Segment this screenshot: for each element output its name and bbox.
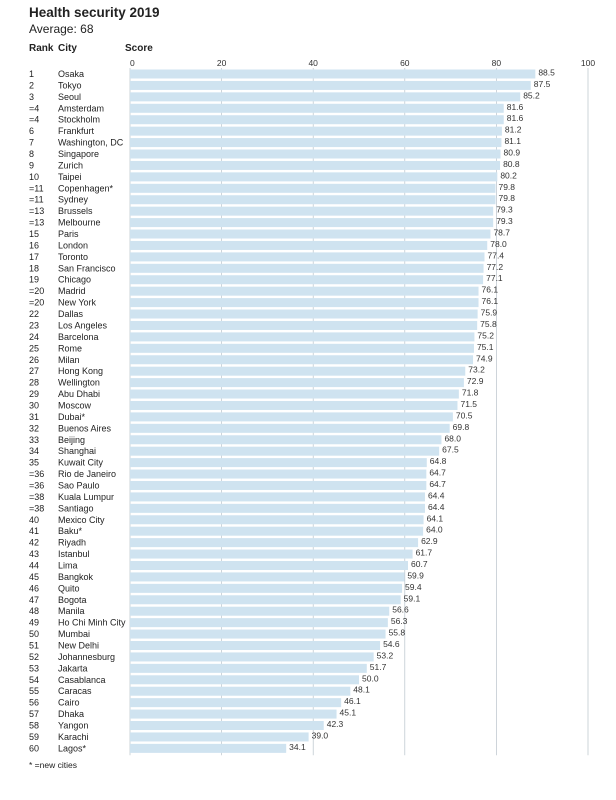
x-tick-label: 60 bbox=[400, 58, 410, 68]
rank-label: 10 bbox=[29, 171, 40, 182]
bar bbox=[130, 675, 359, 684]
city-label: Bangkok bbox=[58, 571, 94, 582]
city-label: Cairo bbox=[58, 697, 80, 708]
rank-label: 29 bbox=[29, 389, 40, 400]
rank-label: 34 bbox=[29, 446, 40, 457]
rank-label: 23 bbox=[29, 320, 40, 331]
city-label: Tokyo bbox=[58, 80, 82, 91]
city-label: Madrid bbox=[58, 286, 86, 297]
city-label: Seoul bbox=[58, 91, 82, 102]
bar bbox=[130, 630, 386, 639]
bar bbox=[130, 424, 450, 433]
rank-label: 31 bbox=[29, 411, 40, 422]
value-label: 80.8 bbox=[503, 158, 520, 169]
city-label: Lagos* bbox=[58, 743, 87, 754]
bar bbox=[130, 81, 531, 90]
city-column-header: City bbox=[58, 43, 77, 54]
city-label: New Delhi bbox=[58, 640, 100, 651]
value-label: 67.5 bbox=[442, 444, 459, 455]
bar bbox=[130, 584, 402, 593]
value-label: 88.5 bbox=[538, 67, 555, 78]
value-label: 75.1 bbox=[476, 341, 494, 352]
value-label: 68.0 bbox=[444, 433, 461, 444]
bar bbox=[130, 561, 408, 570]
bar bbox=[130, 161, 500, 170]
city-label: Quito bbox=[58, 583, 80, 594]
bar bbox=[130, 470, 426, 479]
city-label: Kuwait City bbox=[58, 457, 104, 468]
bar bbox=[130, 207, 493, 216]
city-label: Mumbai bbox=[58, 629, 91, 640]
city-label: Toronto bbox=[58, 251, 89, 262]
bar bbox=[130, 595, 401, 604]
city-label: Yangon bbox=[58, 720, 89, 731]
rank-label: 45 bbox=[29, 571, 40, 582]
rank-label: 44 bbox=[29, 560, 40, 571]
city-label: Dubai* bbox=[58, 411, 86, 422]
bar bbox=[130, 652, 374, 661]
value-label: 64.7 bbox=[429, 467, 446, 478]
bar bbox=[130, 412, 453, 421]
value-label: 76.1 bbox=[481, 296, 499, 307]
value-label: 50.0 bbox=[362, 673, 379, 684]
bar bbox=[130, 344, 474, 353]
rank-label: 57 bbox=[29, 709, 40, 720]
rank-label: =38 bbox=[29, 491, 45, 502]
rank-label: 22 bbox=[29, 309, 40, 320]
rank-label: 8 bbox=[29, 149, 35, 160]
bar bbox=[130, 515, 424, 524]
bar bbox=[130, 732, 309, 741]
x-axis-ticks bbox=[130, 58, 595, 68]
city-label: Ho Chi Minh City bbox=[58, 617, 126, 628]
value-label: 60.7 bbox=[411, 558, 428, 569]
value-label: 39.0 bbox=[311, 730, 329, 741]
city-label: Chicago bbox=[58, 274, 92, 285]
value-label: 81.6 bbox=[506, 113, 524, 124]
bar bbox=[130, 252, 484, 261]
city-label: Moscow bbox=[58, 400, 92, 411]
bar bbox=[130, 298, 479, 307]
value-label: 53.2 bbox=[376, 650, 394, 661]
rank-label: 1 bbox=[29, 69, 35, 79]
value-label: 79.3 bbox=[496, 204, 513, 215]
city-label: Hong Kong bbox=[58, 366, 104, 377]
value-label: 56.3 bbox=[390, 616, 408, 627]
value-label: 75.8 bbox=[480, 318, 497, 329]
rank-label: 17 bbox=[29, 251, 40, 262]
city-label: Casablanca bbox=[58, 674, 106, 685]
bar bbox=[130, 607, 389, 616]
bar bbox=[130, 550, 413, 559]
value-label: 71.8 bbox=[461, 387, 479, 398]
city-label: Washington, DC bbox=[58, 137, 124, 148]
bar bbox=[130, 241, 487, 250]
value-label: 78.0 bbox=[490, 238, 507, 249]
bar bbox=[130, 230, 490, 239]
value-label: 64.4 bbox=[427, 490, 445, 501]
rank-label: 28 bbox=[29, 377, 40, 388]
bars bbox=[130, 70, 535, 753]
city-label: Shanghai bbox=[58, 446, 97, 457]
city-label: Beijing bbox=[58, 434, 86, 445]
x-tick-label: 80 bbox=[491, 58, 502, 68]
bar bbox=[130, 401, 457, 410]
value-label: 59.9 bbox=[407, 570, 424, 581]
value-label: 71.5 bbox=[460, 398, 478, 409]
value-label: 87.5 bbox=[533, 78, 551, 89]
bar bbox=[130, 390, 459, 399]
rank-label: =11 bbox=[29, 183, 44, 194]
bar bbox=[130, 447, 439, 456]
bar bbox=[130, 184, 495, 193]
city-label: Copenhagen* bbox=[58, 183, 114, 194]
city-label: Baku* bbox=[58, 526, 83, 537]
value-label: 79.8 bbox=[498, 193, 516, 204]
grid-lines bbox=[130, 68, 588, 755]
city-label: San Francisco bbox=[58, 263, 116, 274]
chart-title: Health security 2019 bbox=[29, 5, 160, 20]
city-label: Wellington bbox=[58, 377, 100, 388]
value-label: 64.0 bbox=[426, 524, 443, 535]
rank-label: =36 bbox=[29, 469, 45, 480]
rank-label: 56 bbox=[29, 697, 40, 708]
city-label: Manila bbox=[58, 606, 85, 617]
city-label: Stockholm bbox=[58, 114, 101, 125]
rank-label: =36 bbox=[29, 480, 45, 491]
value-label: 75.9 bbox=[480, 307, 498, 318]
value-label: 73.2 bbox=[468, 364, 485, 375]
bar bbox=[130, 618, 388, 627]
city-label: Frankfurt bbox=[58, 126, 95, 137]
x-tick-label: 100 bbox=[580, 58, 596, 68]
rank-label: 30 bbox=[29, 400, 40, 411]
rank-label: 6 bbox=[29, 126, 35, 137]
value-label: 77.2 bbox=[486, 261, 504, 272]
value-label: 64.4 bbox=[427, 501, 445, 512]
bar bbox=[130, 458, 427, 467]
value-label: 81.1 bbox=[504, 136, 521, 147]
city-label: Lima bbox=[58, 560, 78, 571]
value-label: 64.8 bbox=[429, 456, 447, 467]
footnote: * =new cities bbox=[29, 760, 77, 770]
rank-label: 52 bbox=[29, 651, 40, 662]
rank-label: 43 bbox=[29, 549, 40, 560]
rank-label: 50 bbox=[29, 629, 40, 640]
value-label: 55.8 bbox=[388, 627, 406, 638]
city-label: Paris bbox=[58, 229, 79, 240]
bar bbox=[130, 70, 535, 79]
bar bbox=[130, 367, 465, 376]
value-label: 64.7 bbox=[429, 478, 446, 489]
city-label: Brussels bbox=[58, 206, 93, 217]
city-label: Rome bbox=[58, 343, 83, 354]
x-tick-label: 40 bbox=[308, 58, 318, 68]
value-label: 59.4 bbox=[405, 581, 422, 592]
rank-label: 3 bbox=[29, 91, 35, 102]
value-label: 74.9 bbox=[476, 353, 493, 364]
x-tick-label: 0 bbox=[130, 58, 135, 68]
bar bbox=[130, 572, 404, 581]
rank-label: =11 bbox=[29, 194, 44, 205]
rank-label: =13 bbox=[29, 217, 45, 228]
rank-label: 19 bbox=[29, 274, 40, 285]
rank-label: 46 bbox=[29, 583, 40, 594]
bar bbox=[130, 275, 483, 284]
bar bbox=[130, 527, 423, 536]
value-label: 77.1 bbox=[486, 273, 503, 284]
value-label: 45.1 bbox=[339, 707, 357, 718]
rank-label: 59 bbox=[29, 731, 40, 742]
bar bbox=[130, 218, 493, 227]
rank-label: 55 bbox=[29, 686, 40, 697]
value-label: 79.3 bbox=[496, 216, 513, 227]
city-label: Johannesburg bbox=[58, 651, 116, 662]
value-label: 62.9 bbox=[421, 536, 438, 547]
rank-label: 27 bbox=[29, 366, 40, 377]
bar bbox=[130, 687, 350, 696]
city-label: Istanbul bbox=[58, 549, 90, 560]
city-label: Sydney bbox=[58, 194, 89, 205]
rank-label: 60 bbox=[29, 743, 40, 754]
bar bbox=[130, 287, 479, 296]
value-label: 70.5 bbox=[455, 410, 473, 421]
city-label: Abu Dhabi bbox=[58, 389, 101, 400]
value-label: 75.2 bbox=[477, 330, 494, 341]
bar bbox=[130, 710, 337, 719]
rank-label: 41 bbox=[29, 526, 40, 537]
rank-label: 58 bbox=[29, 720, 40, 731]
bar bbox=[130, 104, 504, 113]
rank-label: 15 bbox=[29, 229, 40, 240]
city-label: Caracas bbox=[58, 686, 92, 697]
value-label: 54.6 bbox=[383, 639, 400, 649]
bar bbox=[130, 378, 464, 387]
bar bbox=[130, 504, 425, 513]
rank-label: 26 bbox=[29, 354, 40, 365]
city-label: Jakarta bbox=[58, 663, 88, 674]
rank-label: 51 bbox=[29, 640, 40, 651]
value-label: 59.1 bbox=[403, 593, 421, 604]
value-label: 48.1 bbox=[353, 684, 370, 695]
bar bbox=[130, 195, 495, 204]
rank-label: 25 bbox=[29, 343, 40, 354]
city-label: Dallas bbox=[58, 309, 84, 320]
bar bbox=[130, 664, 367, 673]
value-label: 64.1 bbox=[426, 513, 444, 524]
rank-column-header: Rank bbox=[29, 43, 54, 54]
city-label: Rio de Janeiro bbox=[58, 469, 117, 480]
value-label: 78.7 bbox=[493, 227, 510, 238]
bar bbox=[130, 744, 286, 753]
value-label: 76.1 bbox=[481, 284, 499, 295]
bar bbox=[130, 150, 501, 159]
city-label: Melbourne bbox=[58, 217, 101, 228]
bar bbox=[130, 332, 474, 341]
rank-label: 9 bbox=[29, 160, 35, 171]
value-label: 77.4 bbox=[487, 250, 505, 261]
bar bbox=[130, 115, 504, 124]
rank-label: =4 bbox=[29, 103, 40, 114]
city-label: Los Angeles bbox=[58, 320, 108, 331]
rank-label: =4 bbox=[29, 114, 40, 125]
city-label: Karachi bbox=[58, 731, 89, 742]
rank-label: 49 bbox=[29, 617, 40, 628]
bar bbox=[130, 481, 426, 490]
rank-label: 47 bbox=[29, 594, 40, 605]
bar bbox=[130, 435, 441, 444]
value-label: 42.3 bbox=[326, 719, 344, 730]
rank-label: 42 bbox=[29, 537, 40, 548]
rank-label: 35 bbox=[29, 457, 40, 468]
row-labels bbox=[29, 68, 555, 754]
rank-label: =20 bbox=[29, 286, 45, 297]
city-label: Zurich bbox=[58, 160, 84, 171]
value-label: 80.9 bbox=[503, 147, 521, 158]
rank-label: 7 bbox=[29, 137, 35, 148]
city-label: Singapore bbox=[58, 149, 100, 160]
bar bbox=[130, 698, 341, 707]
value-label: 51.7 bbox=[369, 661, 387, 672]
rank-label: 54 bbox=[29, 674, 40, 685]
rank-label: 40 bbox=[29, 514, 40, 525]
bar bbox=[130, 172, 497, 181]
city-label: Bogota bbox=[58, 594, 87, 605]
city-label: New York bbox=[58, 297, 97, 308]
value-label: 69.8 bbox=[452, 421, 470, 432]
bar bbox=[130, 138, 501, 147]
value-label: 72.9 bbox=[466, 376, 484, 387]
bar bbox=[130, 492, 425, 501]
bar bbox=[130, 355, 473, 364]
city-label: Santiago bbox=[58, 503, 94, 514]
city-label: Sao Paulo bbox=[58, 480, 100, 491]
bar bbox=[130, 538, 418, 547]
rank-label: 48 bbox=[29, 606, 40, 617]
rank-label: 53 bbox=[29, 663, 40, 674]
value-label: 81.6 bbox=[506, 101, 524, 112]
bar bbox=[130, 321, 477, 330]
value-label: 46.1 bbox=[344, 696, 361, 707]
city-label: Riyadh bbox=[58, 537, 87, 548]
chart-subtitle: Average: 68 bbox=[29, 22, 94, 36]
score-axis-label: Score bbox=[125, 43, 153, 54]
rank-label: =38 bbox=[29, 503, 45, 514]
city-label: Taipei bbox=[58, 171, 82, 182]
rank-label: 16 bbox=[29, 240, 40, 251]
rank-label: =20 bbox=[29, 297, 45, 308]
rank-label: 24 bbox=[29, 331, 40, 342]
value-label: 61.7 bbox=[415, 547, 433, 558]
city-label: Osaka bbox=[58, 69, 85, 79]
bar bbox=[130, 641, 380, 650]
rank-label: 32 bbox=[29, 423, 40, 434]
city-label: London bbox=[58, 240, 89, 251]
value-label: 81.2 bbox=[504, 124, 522, 135]
value-label: 85.2 bbox=[523, 90, 540, 101]
value-label: 80.2 bbox=[500, 170, 517, 181]
value-label: 56.6 bbox=[392, 604, 409, 615]
city-label: Buenos Aires bbox=[58, 423, 112, 434]
city-label: Mexico City bbox=[58, 514, 105, 525]
bar bbox=[130, 310, 478, 319]
bar bbox=[130, 721, 324, 730]
city-label: Dhaka bbox=[58, 709, 85, 720]
bar bbox=[130, 92, 520, 101]
value-label: 79.8 bbox=[498, 181, 516, 192]
city-label: Amsterdam bbox=[58, 103, 105, 114]
rank-label: 18 bbox=[29, 263, 40, 274]
city-label: Barcelona bbox=[58, 331, 99, 342]
bar bbox=[130, 264, 484, 273]
rank-label: 33 bbox=[29, 434, 40, 445]
rank-label: =13 bbox=[29, 206, 45, 217]
value-label: 34.1 bbox=[289, 741, 306, 752]
city-label: Milan bbox=[58, 354, 80, 365]
x-tick-label: 20 bbox=[216, 58, 227, 68]
city-label: Kuala Lumpur bbox=[58, 491, 115, 502]
rank-label: 2 bbox=[29, 80, 35, 91]
bar bbox=[130, 127, 502, 136]
